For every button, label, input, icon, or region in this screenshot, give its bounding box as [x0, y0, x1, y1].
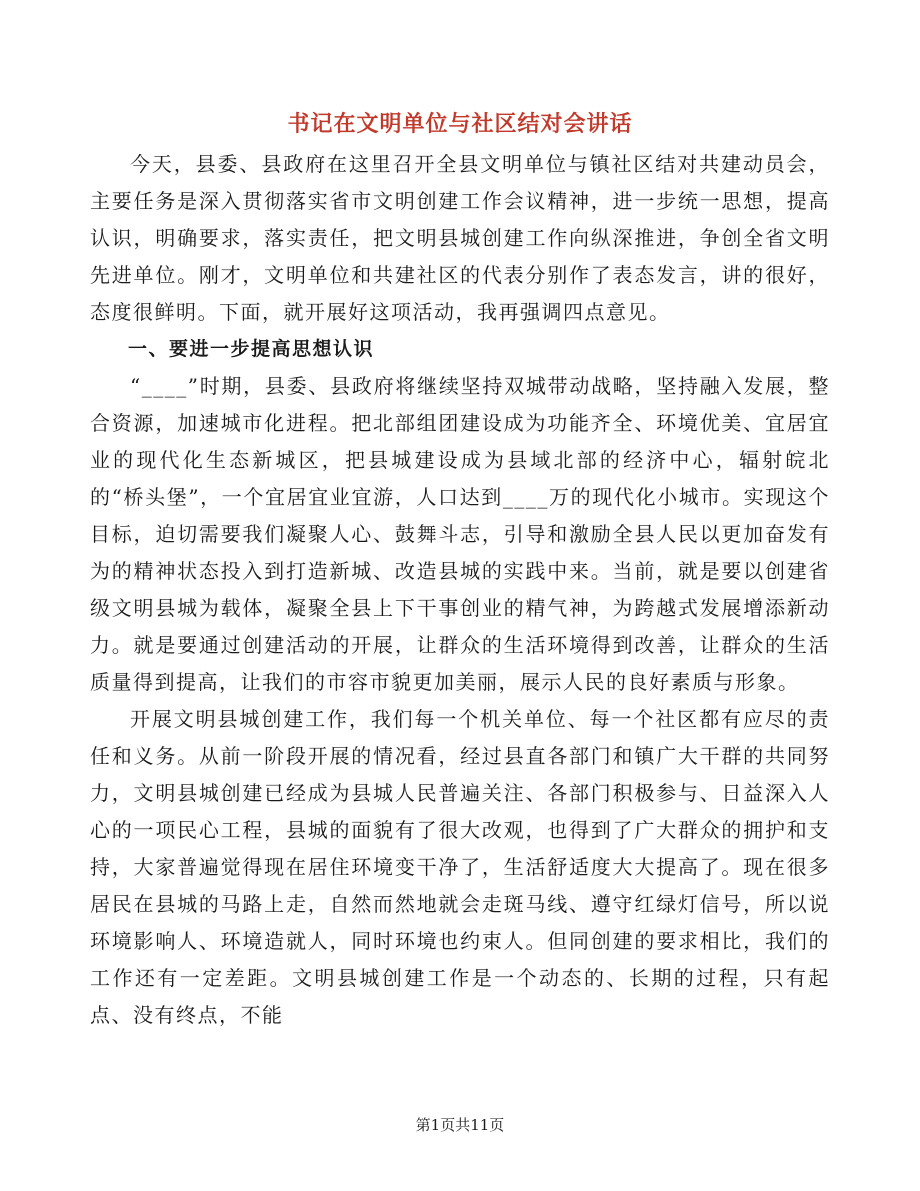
document-title: 书记在文明单位与社区结对会讲话	[287, 111, 633, 137]
body-paragraph: “____”时期，县委、县政府将继续坚持双城带动战略，坚持融入发展，整合资源，加速城市化进程。把北部组团建设成为功能齐全、环境优美、宜居宜业的现代化生态新城区，把县城建设成为县域北部的经济中心，辐射皖北的“桥头堡”，一个宜居宜业宜游，人口达到____万的现代化小城市。实现这个目标，迫切需要我们凝聚人心、鼓舞斗志，引导和激励全县人民以更加奋发有为的精神状态投入到打造新城、改造县城的实践中来。当前，就是要以创建省级文明县城为载体，凝聚全县上下干事创业的精气神，为跨越式发展增添新动力。就是要通过创建活动的开展，让群众的生活环境得到改善，让群众的生活质量得到提高，让我们的市容市貌更加美丽，展示人民的良好素质与形象。	[90, 374, 830, 694]
intro-paragraph: 今天，县委、县政府在这里召开全县文明单位与镇社区结对共建动员会，主要任务是深入贯彻落实省市文明创建工作会议精神，进一步统一思想，提高认识，明确要求，落实责任，把文明县城创建工作向纵深推进，争创全省文明先进单位。刚才，文明单位和共建社区的代表分别作了表态发言，讲的很好，态度很鲜明。下面，就开展好这项活动，我再强调四点意见。	[90, 152, 830, 324]
page-number-footer: 第1页共11页	[415, 1116, 505, 1134]
document-body	[90, 146, 830, 1034]
body-paragraph: 开展文明县城创建工作，我们每一个机关单位、每一个社区都有应尽的责任和义务。从前一阶段开展的情况看，经过县直各部门和镇广大干群的共同努力，文明县城创建已经成为县城人民普遍关注、各部门积极参与、日益深入人心的一项民心工程，县城的面貌有了很大改观，也得到了广大群众的拥护和支持，大家普遍觉得现在居住环境变干净了，生活舒适度大大提高了。现在很多居民在县城的马路上走，自然而然地就会走斑马线、遵守红绿灯信号，所以说环境影响人、环境造就人，同时环境也约束人。但同创建的要求相比，我们的工作还有一定差距。文明县城创建工作是一个动态的、长期的过程，只有起点、没有终点，不能	[90, 707, 830, 1027]
section-heading: 一、要进一步提高思想认识	[128, 338, 375, 360]
